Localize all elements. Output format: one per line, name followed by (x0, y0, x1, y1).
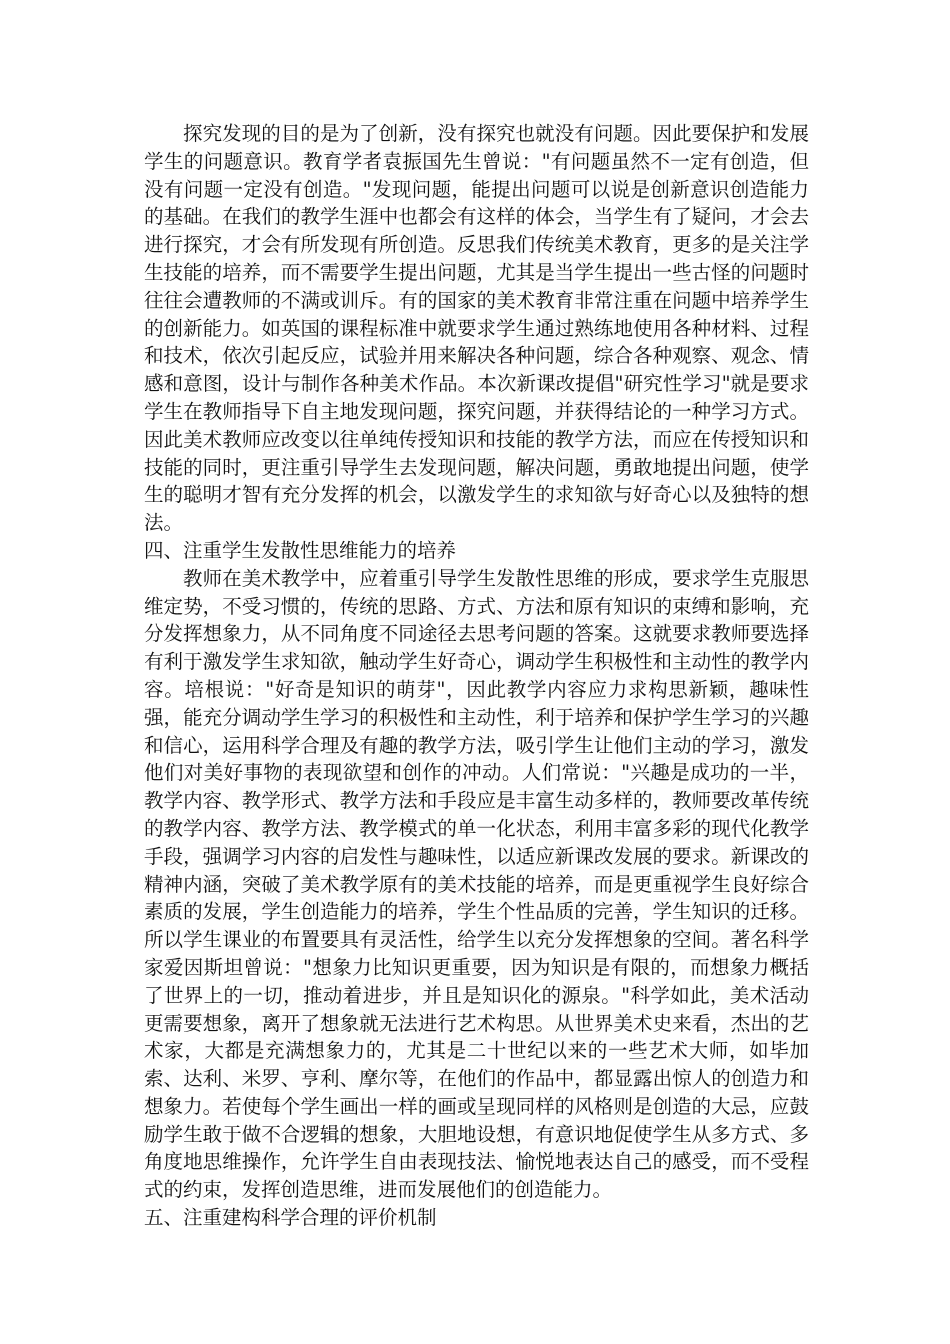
section-heading-4: 四、注重学生发散性思维能力的培养 (144, 538, 457, 562)
document-body (144, 120, 809, 1232)
paragraph-inquiry: 探究发现的目的是为了创新，没有探究也就没有问题。因此要保护和发展学生的问题意识。教育学者袁振国先生曾说："有问题虽然不一定有创造，但没有问题一定没有创造。"发现问题，能提出问题可以说是创新意识创造能力的基础。在我们的教学生涯中也都会有这样的体会，当学生有了疑问，才会去进行探究，才会有所发现有所创造。反思我们传统美术教育，更多的是关注学生技能的培养，而不需要学生提出问题，尤其是当学生提出一些古怪的问题时往往会遭教师的不满或训斥。有的国家的美术教育非常注重在问题中培养学生的创新能力。如英国的课程标准中就要求学生通过熟练地使用各种材料、过程和技术，依次引起反应，试验并用来解决各种问题，综合各种观察、观念、情感和意图，设计与制作各种美术作品。本次新课改提倡"研究性学习"就是要求学生在教师指导下自主地发现问题，探究问题，并获得结论的一种学习方式。因此美术教师应改变以往单纯传授知识和技能的教学方法，而应在传授知识和技能的同时，更注重引导学生去发现问题，解决问题，勇敢地提出问题，使学生的聪明才智有充分发挥的机会，以激发学生的求知欲与好奇心以及独特的想法。 (144, 122, 809, 535)
section-heading-5: 五、注重建构科学合理的评价机制 (144, 1206, 437, 1230)
paragraph-divergent-thinking: 教师在美术教学中，应着重引导学生发散性思维的形成，要求学生克服思维定势，不受习惯的，传统的思路、方式、方法和原有知识的束缚和影响，充分发挥想象力，从不同角度不同途径去思考问题的答案。这就要求教师要选择有利于激发学生求知欲，触动学生好奇心，调动学生积极性和主动性的教学内容。培根说："好奇是知识的萌芽"，因此教学内容应力求构思新颖，趣味性强，能充分调动学生学习的积极性和主动性，利于培养和保护学生学习的兴趣和信心，运用科学合理及有趣的教学方法，吸引学生让他们主动的学习，激发他们对美好事物的表现欲望和创作的冲动。人们常说："兴趣是成功的一半，教学内容、教学形式、教学方法和手段应是丰富生动多样的，教师要改革传统的教学内容、教学方法、教学模式的单一化状态，利用丰富多彩的现代化教学手段，强调学习内容的启发性与趣味性，以适应新课改发展的要求。新课改的精神内涵，突破了美术教学原有的美术技能的培养，而是更重视学生良好综合素质的发展，学生创造能力的培养，学生个性品质的完善，学生知识的迁移。所以学生课业的布置要具有灵活性，给学生以充分发挥想象的空间。著名科学家爱因斯坦曾说："想象力比知识更重要，因为知识是有限的，而想象力概括了世界上的一切，推动着进步，并且是知识化的源泉。"科学如此，美术活动更需要想象，离开了想象就无法进行艺术构思。从世界美术史来看，杰出的艺术家，大都是充满想象力的，尤其是二十世纪以来的一些艺术大师，如毕加索、达利、米罗、亨利、摩尔等，在他们的作品中，都显露出惊人的创造力和想象力。若使每个学生画出一样的画或呈现同样的风格则是创造的大忌，应鼓励学生敢于做不合逻辑的想象，大胆地设想，有意识地促使学生从多方式、多角度地思维操作，允许学生自由表现技法、愉悦地表达自己的感受，而不受程式的约束，发挥创造思维，进而发展他们的创造能力。 (144, 566, 809, 1202)
